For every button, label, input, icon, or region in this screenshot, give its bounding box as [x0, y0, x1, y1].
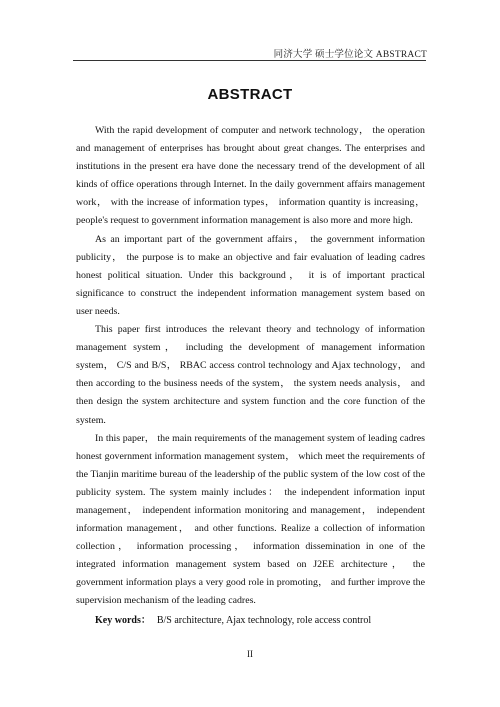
page-number: II	[247, 649, 253, 659]
page-title: ABSTRACT	[207, 86, 293, 103]
abstract-paragraph: With the rapid development of computer and network technology， the operation and management of enterprises has brought about great changes. The enterprises and institutions in the present era have done the necessary trend of the development of all kinds of office operations through Internet. In the daily government affairs management work， with the increase of information types， information quantity is increasing， people's request to government information management is also more and more high.	[76, 125, 425, 227]
abstract-paragraph: In this paper， the main requirements of the management system of leading cadres honest government information management system， which meet the requirements of the Tianjin maritime bureau of the leadership of the public system of the low cost of the publicity system. The system mainly includes： the independent information input management， independent information monitoring and management， independent information management， and other functions. Realize a collection of information collection， information processing， information dissemination in one of the integrated information management system based on J2EE architecture， the government information plays a very good role in promoting， and further improve the supervision mechanism of the leading cadres.	[76, 432, 425, 607]
header-rule	[73, 60, 426, 61]
keywords-label: Key words：	[95, 615, 151, 626]
abstract-paragraph: As an important part of the government affairs， the government information publicity， the purpose is to make an objective and fair evaluation of leading cadres honest political situation. Under this background， it is of important practical significance to construct the independent information management system based on user needs.	[76, 233, 425, 317]
abstract-body	[76, 122, 425, 611]
abstract-paragraph: This paper first introduces the relevant theory and technology of information management system， including the development of management information system， C/S and B/S， RBAC access control technology and Ajax technology， and then according to the business needs of the system， the system needs analysis， and then design the system architecture and system function and the core function of the system.	[76, 324, 425, 426]
keywords	[95, 611, 371, 626]
running-header: 同济大学 硕士学位论文 ABSTRACT	[273, 50, 427, 60]
keywords-value: B/S architecture, Ajax technology, role access control	[156, 615, 372, 626]
